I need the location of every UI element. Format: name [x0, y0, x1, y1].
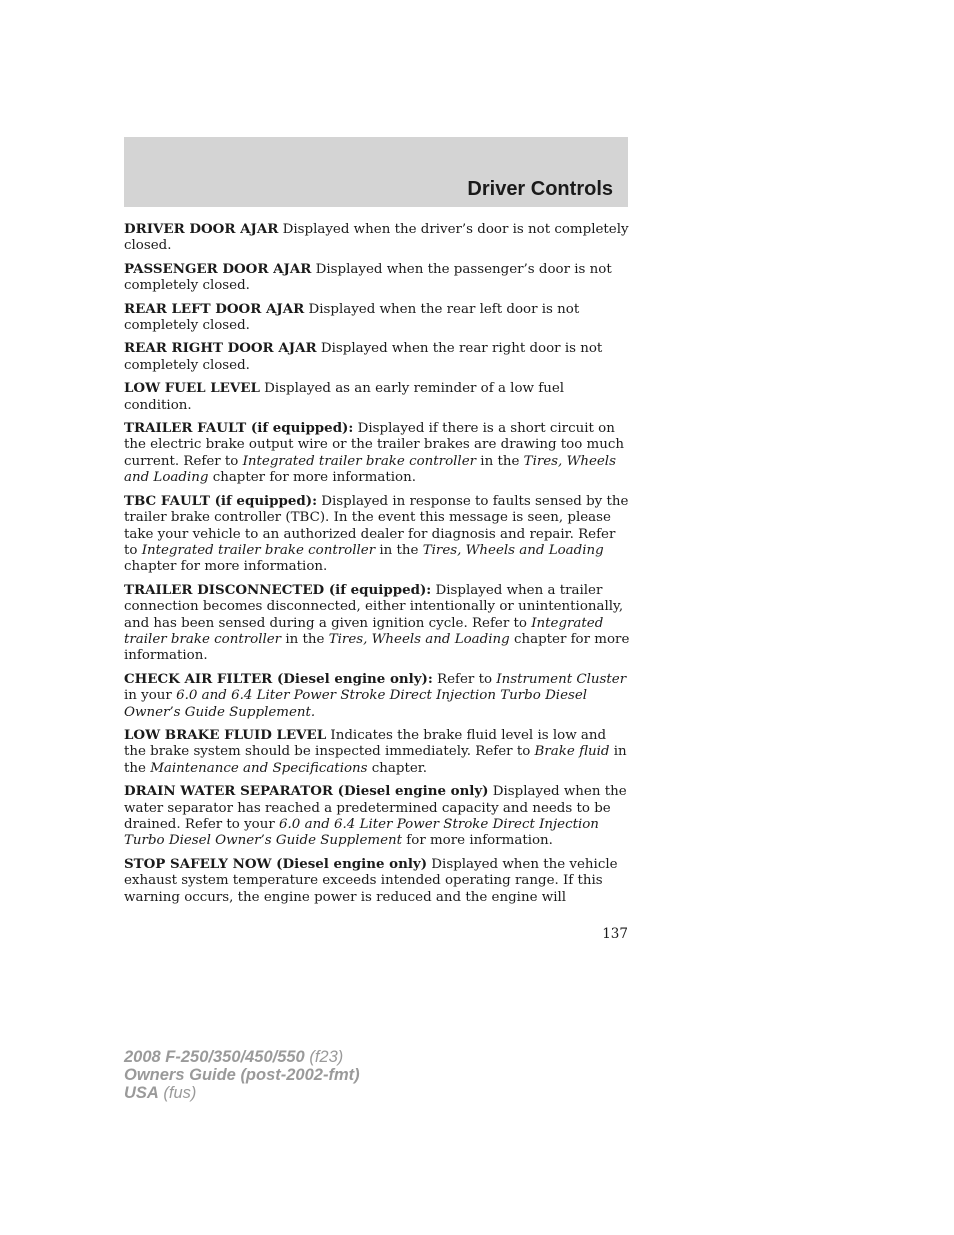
message-term: REAR LEFT DOOR AJAR	[124, 300, 305, 317]
message-description: Displayed when a trailer connection becomes disconnected, either intentionally or unintentionally, and has been sensed during a given ignition cycle. Refer to	[124, 582, 624, 631]
message-description: Indicates the brake fluid level is low and the brake system should be inspected immediately. Refer to	[124, 727, 607, 760]
message-description: in your	[124, 688, 177, 704]
message-description: Displayed when the vehicle exhaust system temperature exceeds intended operating range. If this warning occurs, the engine power is reduced and the engine will	[124, 856, 618, 905]
message-description: chapter for more information.	[124, 631, 630, 664]
message-entry	[124, 493, 630, 576]
message-entry	[124, 582, 630, 665]
message-entry	[124, 340, 630, 374]
message-description: in the	[281, 631, 329, 647]
message-term: REAR RIGHT DOOR AJAR	[124, 340, 317, 357]
document-footer	[124, 1048, 360, 1102]
message-entry	[124, 261, 630, 295]
message-description: in the	[124, 744, 627, 776]
cross-reference: Tires, Wheels and Loading	[328, 631, 510, 647]
message-description: Refer to	[432, 671, 497, 687]
message-term: DRAIN WATER SEPARATOR (Diesel engine only)	[124, 783, 489, 800]
cross-reference: Integrated trailer brake controller	[242, 453, 477, 469]
message-term: STOP SAFELY NOW (Diesel engine only)	[124, 855, 428, 872]
message-description: for more information.	[402, 833, 553, 849]
footer-line-market	[124, 1084, 360, 1102]
message-entry	[124, 856, 630, 906]
message-term: LOW FUEL LEVEL	[124, 380, 260, 397]
message-entry	[124, 420, 630, 487]
message-description: Displayed as an early reminder of a low fuel condition.	[124, 381, 565, 413]
message-description: Displayed if there is a short circuit on the electric brake output wire or the trailer brakes are drawing too much current. Refer to	[124, 421, 624, 469]
message-description: chapter for more information.	[208, 470, 416, 486]
footer-line-model	[124, 1048, 360, 1066]
footer-market-code: (fus)	[158, 1084, 197, 1102]
message-description: chapter.	[367, 760, 427, 776]
message-term: PASSENGER DOOR AJAR	[124, 260, 312, 277]
cross-reference: Tires, Wheels and Loading	[422, 542, 604, 558]
message-description: Displayed when the water separator has reached a predetermined capacity and needs to be drained. Refer to your	[124, 784, 627, 832]
message-term: DRIVER DOOR AJAR	[124, 221, 279, 237]
message-description: Displayed when the rear right door is not completely closed.	[124, 341, 603, 373]
message-entry	[124, 380, 630, 414]
message-entry	[124, 671, 630, 721]
cross-reference: 6.0 and 6.4 Liter Power Stroke Direct Injection Turbo Diesel Owner’s Guide Supplement.	[124, 688, 588, 720]
message-description: Displayed when the passenger’s door is not completely closed.	[124, 261, 612, 294]
cross-reference: Integrated trailer brake controller	[124, 615, 604, 647]
message-description: in the	[375, 542, 423, 558]
footer-market: USA	[124, 1084, 159, 1102]
cross-reference: Tires, Wheels and Loading	[124, 453, 616, 486]
cross-reference: Brake fluid	[534, 744, 610, 760]
message-description: in the	[476, 453, 524, 469]
message-term: TBC FAULT (if equipped):	[124, 492, 318, 509]
message-entry	[124, 301, 630, 335]
footer-guide: Owners Guide (post-2002-fmt)	[124, 1066, 360, 1084]
cross-reference: Instrument Cluster	[496, 671, 627, 687]
message-description: chapter for more information.	[124, 559, 328, 575]
footer-model: 2008 F-250/350/450/550	[124, 1048, 305, 1066]
message-term: TRAILER DISCONNECTED (if equipped):	[124, 581, 432, 598]
message-description: Displayed in response to faults sensed by the trailer brake controller (TBC). In the event this message is seen, please take your vehicle to an authorized dealer for diagnosis and repair. Refer to	[124, 493, 629, 558]
cross-reference: Integrated trailer brake controller	[141, 542, 376, 558]
cross-reference: Maintenance and Specifications	[150, 760, 368, 776]
message-entry	[124, 727, 630, 777]
footer-model-code: (f23)	[304, 1048, 344, 1066]
message-description: Displayed when the driver’s door is not completely closed.	[124, 222, 629, 254]
message-entry	[124, 783, 630, 850]
message-entry	[124, 221, 630, 255]
footer-line-guide	[124, 1066, 360, 1084]
message-term: LOW BRAKE FLUID LEVEL	[124, 726, 327, 743]
document-body	[124, 221, 630, 912]
chapter-header-band	[124, 137, 628, 207]
message-term: CHECK AIR FILTER (Diesel engine only):	[124, 670, 433, 687]
page-number: 137	[602, 926, 628, 942]
cross-reference: 6.0 and 6.4 Liter Power Stroke Direct Injection Turbo Diesel Owner’s Guide Supplement	[124, 817, 599, 849]
chapter-title: Driver Controls	[467, 178, 613, 200]
message-term: TRAILER FAULT (if equipped):	[124, 420, 354, 437]
message-description: Displayed when the rear left door is not completely closed.	[124, 301, 580, 334]
